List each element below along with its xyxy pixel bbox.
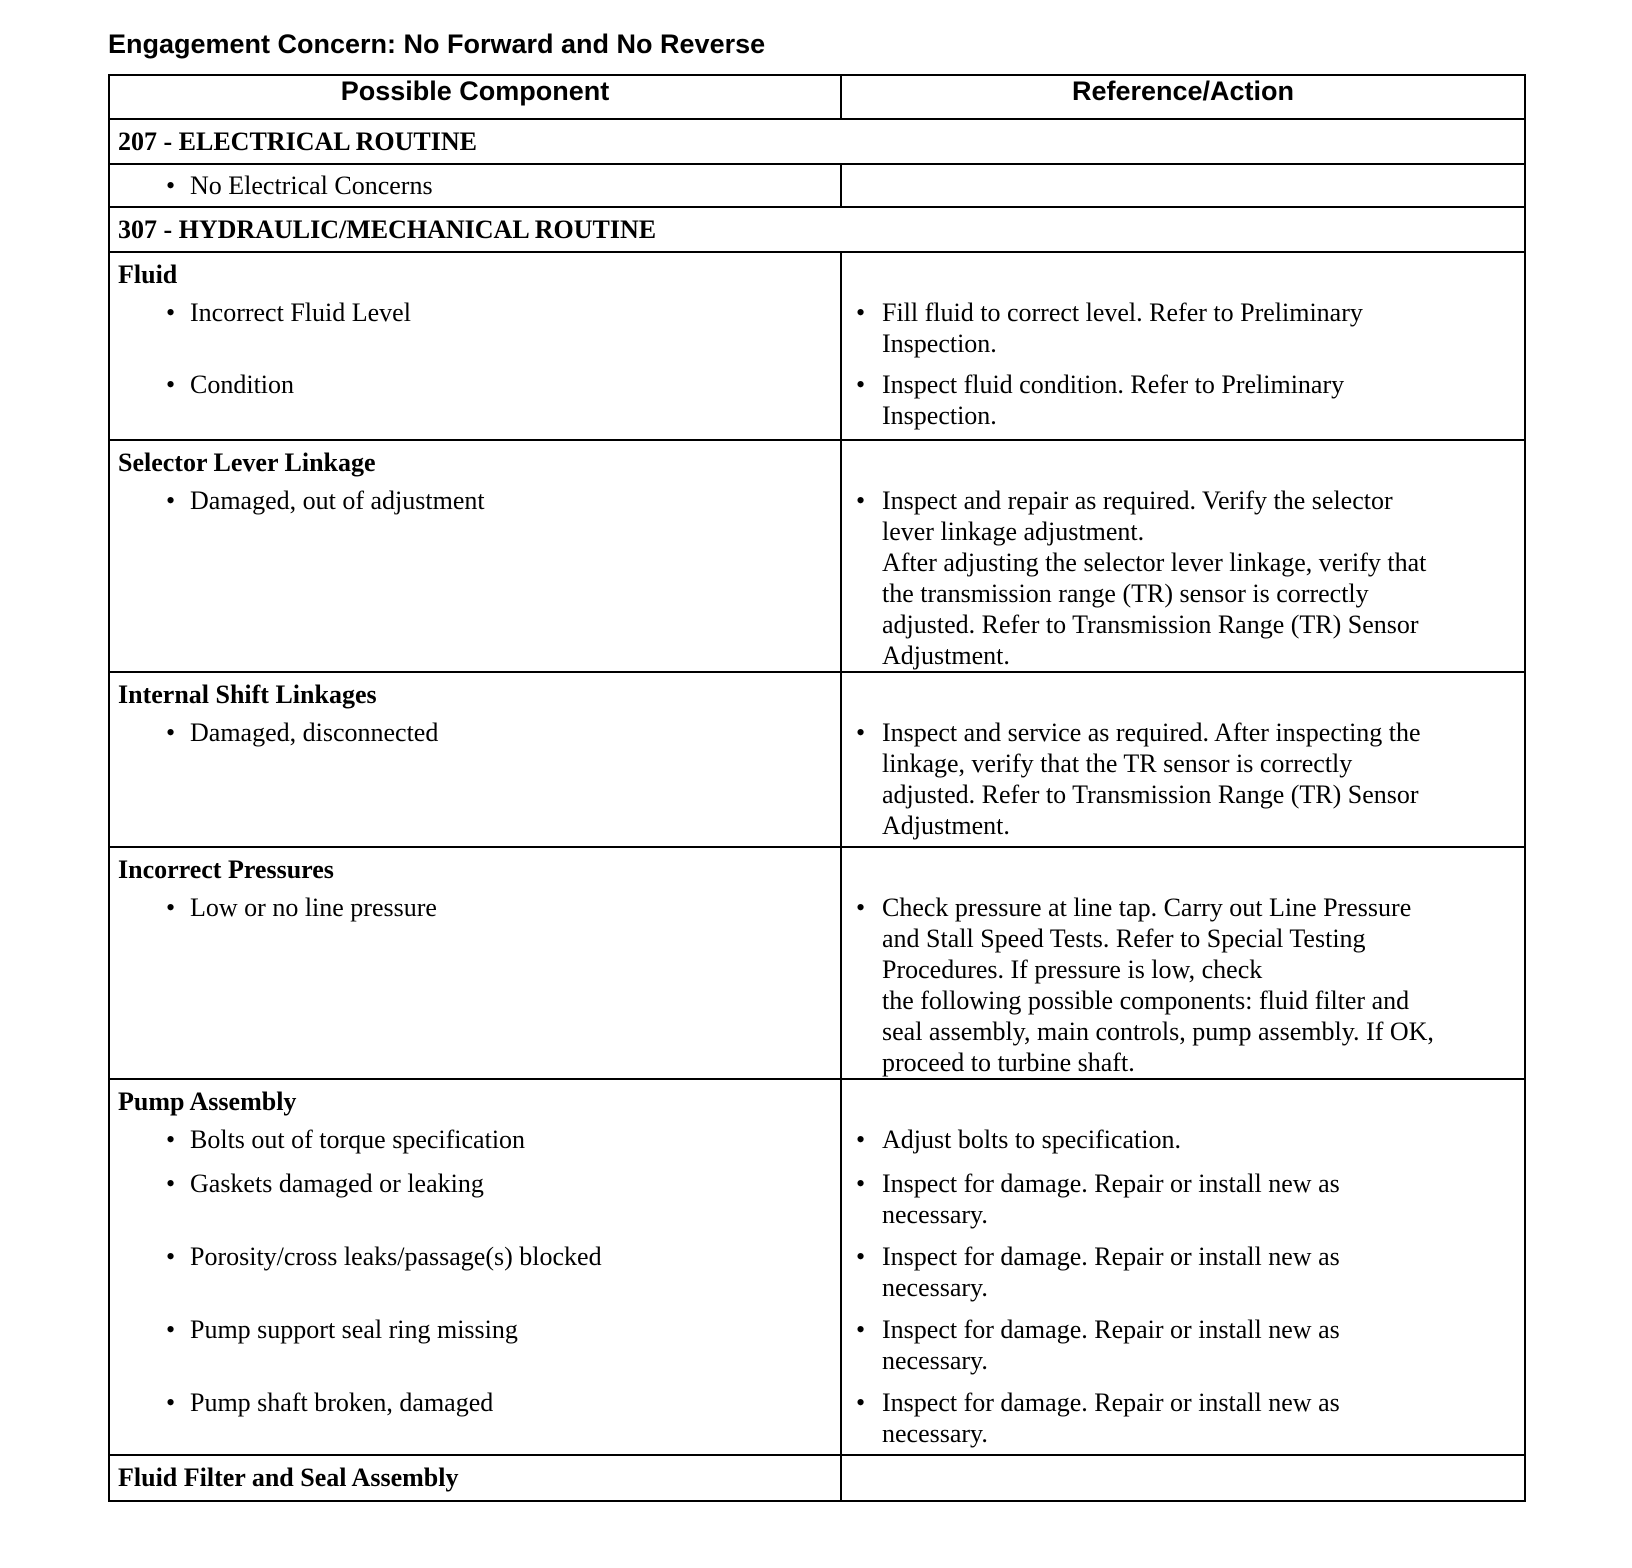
group-title-fluid-filter: Fluid Filter and Seal Assembly — [118, 1463, 459, 1492]
group-title-fluid: Fluid — [118, 260, 178, 289]
component-item: • Pump shaft broken, damaged — [110, 1387, 840, 1418]
action-item: • Inspect and repair as required. Verify the selector lever linkage adjustment. After adjusting the selector lever linkage, verify that the transmission range (TR) sensor is correctly adjusted. Refer to Transmission Range (TR) Sensor Adjustment. — [842, 485, 1524, 671]
section-row-hydraulic — [109, 207, 1525, 252]
group-row-fluid — [109, 252, 1525, 440]
header-possible-component: Possible Component — [109, 75, 841, 119]
component-item: • Porosity/cross leaks/passage(s) blocked — [110, 1241, 840, 1272]
table-row — [109, 164, 1525, 207]
diagnostic-table — [108, 74, 1526, 1502]
component-item: • Bolts out of torque specification — [110, 1124, 840, 1155]
action-item: • Fill fluid to correct level. Refer to Preliminary Inspection. — [842, 297, 1524, 369]
action-item: • Inspect fluid condition. Refer to Preliminary Inspection. — [842, 369, 1524, 431]
section-heading-electrical: 207 - ELECTRICAL ROUTINE — [109, 119, 1525, 164]
component-item: • Gaskets damaged or leaking — [110, 1168, 840, 1199]
component-item: • Low or no line pressure — [110, 892, 840, 923]
group-title-incorrect-pressures: Incorrect Pressures — [118, 855, 334, 884]
action-item: • Inspect for damage. Repair or install new as necessary. — [842, 1387, 1524, 1449]
action-item: • Inspect for damage. Repair or install new as necessary. — [842, 1314, 1524, 1387]
group-row-fluid-filter — [109, 1455, 1525, 1501]
action-item: • Inspect and service as required. After inspecting the linkage, verify that the TR sensor is correctly adjusted. Refer to Transmission Range (TR) Sensor Adjustment. — [842, 717, 1524, 841]
component-item: • Condition — [110, 369, 840, 400]
page-title: Engagement Concern: No Forward and No Reverse — [108, 29, 766, 59]
component-item: • Pump support seal ring missing — [110, 1314, 840, 1345]
component-item: • Damaged, out of adjustment — [110, 485, 840, 516]
group-row-incorrect-pressures — [109, 847, 1525, 1079]
group-row-pump-assembly — [109, 1079, 1525, 1455]
group-row-selector-lever-linkage — [109, 440, 1525, 672]
action-item: • Inspect for damage. Repair or install new as necessary. — [842, 1241, 1524, 1314]
section-heading-hydraulic: 307 - HYDRAULIC/MECHANICAL ROUTINE — [109, 207, 1525, 252]
header-reference-action: Reference/Action — [841, 75, 1525, 119]
component-item: • Incorrect Fluid Level — [110, 297, 840, 328]
group-title-selector-lever-linkage: Selector Lever Linkage — [118, 448, 376, 477]
action-item: • Inspect for damage. Repair or install new as necessary. — [842, 1168, 1524, 1241]
group-row-internal-shift-linkages — [109, 672, 1525, 847]
component-item: • Damaged, disconnected — [110, 717, 840, 748]
group-title-pump-assembly: Pump Assembly — [118, 1087, 297, 1116]
action-item: • Adjust bolts to specification. — [842, 1124, 1524, 1168]
section-row-electrical — [109, 119, 1525, 164]
component-item: • No Electrical Concerns — [110, 170, 840, 201]
action-item: • Check pressure at line tap. Carry out Line Pressure and Stall Speed Tests. Refer to Special Testing Procedures. If pressure is low, check the following possible components: fluid filter and seal assembly, main controls, pump assembly. If OK, proceed to turbine shaft. — [842, 892, 1524, 1078]
group-title-internal-shift-linkages: Internal Shift Linkages — [118, 680, 377, 709]
table-header-row — [109, 75, 1525, 119]
